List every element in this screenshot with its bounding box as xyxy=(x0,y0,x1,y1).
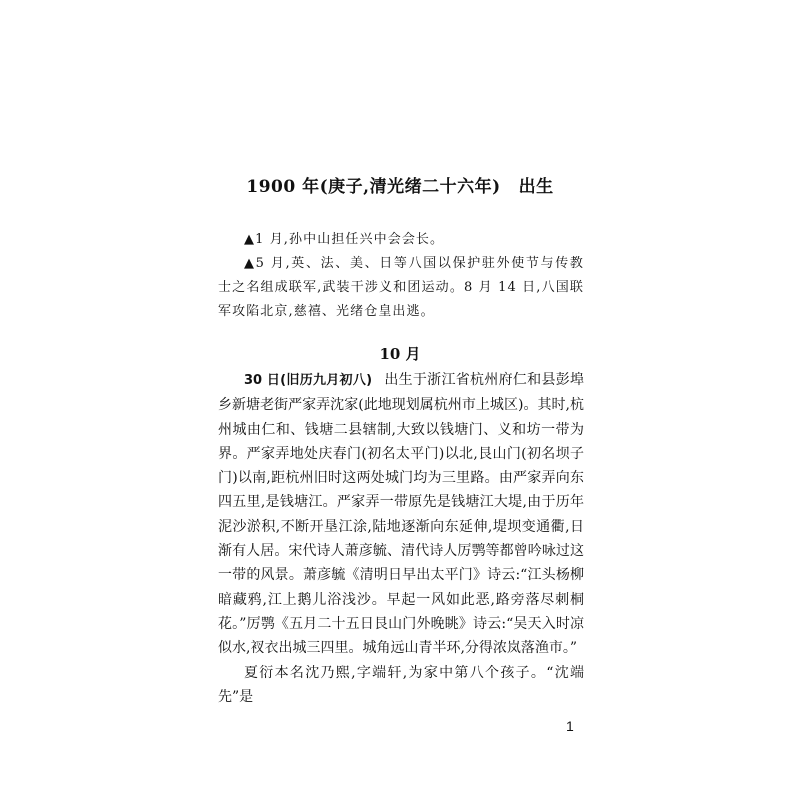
entry-date-label: 30 日(旧历九月初八) xyxy=(244,373,373,388)
chapter-year-title: 1900 年(庚子,清光绪二十六年) xyxy=(246,177,501,197)
entry-paragraph xyxy=(218,368,584,661)
page-number: 1 xyxy=(566,718,574,734)
chapter-title xyxy=(0,172,800,197)
event-item: ▲1 月,孙中山担任兴中会会长。 xyxy=(244,232,445,247)
entry-paragraph-text: 出生于浙江省杭州府仁和县彭埠乡新塘老街严家弄沈家(此地现划属杭州市上城区)。其时,杭州城由仁和、钱塘二县辖制,大致以钱塘门、义和坊一带为界。严家弄地处庆春门(初名太平门)以北,艮山门(初名坝子门)以南,距杭州旧时这两处城门均为三里路。由严家弄向东四五里,是钱塘江。严家弄一带原先是钱塘江大堤,由于历年泥沙淤积,不断开垦江涂,陆地逐渐向东延伸,堤坝变通衢,日渐有人居。宋代诗人萧彦毓、清代诗人厉鹗等都曾吟咏过这一带的风景。萧彦毓《清明日早出太平门》诗云:“江头杨柳暗藏鸦,江上鹅儿浴浅沙。早起一风如此恶,路旁落尽刺桐花。”厉鹗《五月二十五日艮山门外晚眺》诗云:“吴天入时凉似水,衩衣出城三四里。城角远山青半环,分得浓岚落渔市。” xyxy=(218,372,585,657)
chapter-subtitle: 出生 xyxy=(518,177,554,197)
event-item: ▲5 月,英、法、美、日等八国以保护驻外使节与传教士之名组成联军,武装干涉义和团运动。8 月 14 日,八国联军攻陷北京,慈禧、光绪仓皇出逃。 xyxy=(218,256,584,319)
historical-events-list xyxy=(218,228,584,324)
diary-entry xyxy=(218,368,584,709)
entry-paragraph: 夏衍本名沈乃熙,字端轩,为家中第八个孩子。“沈端先”是 xyxy=(218,664,584,705)
month-heading: 10 月 xyxy=(379,345,421,363)
